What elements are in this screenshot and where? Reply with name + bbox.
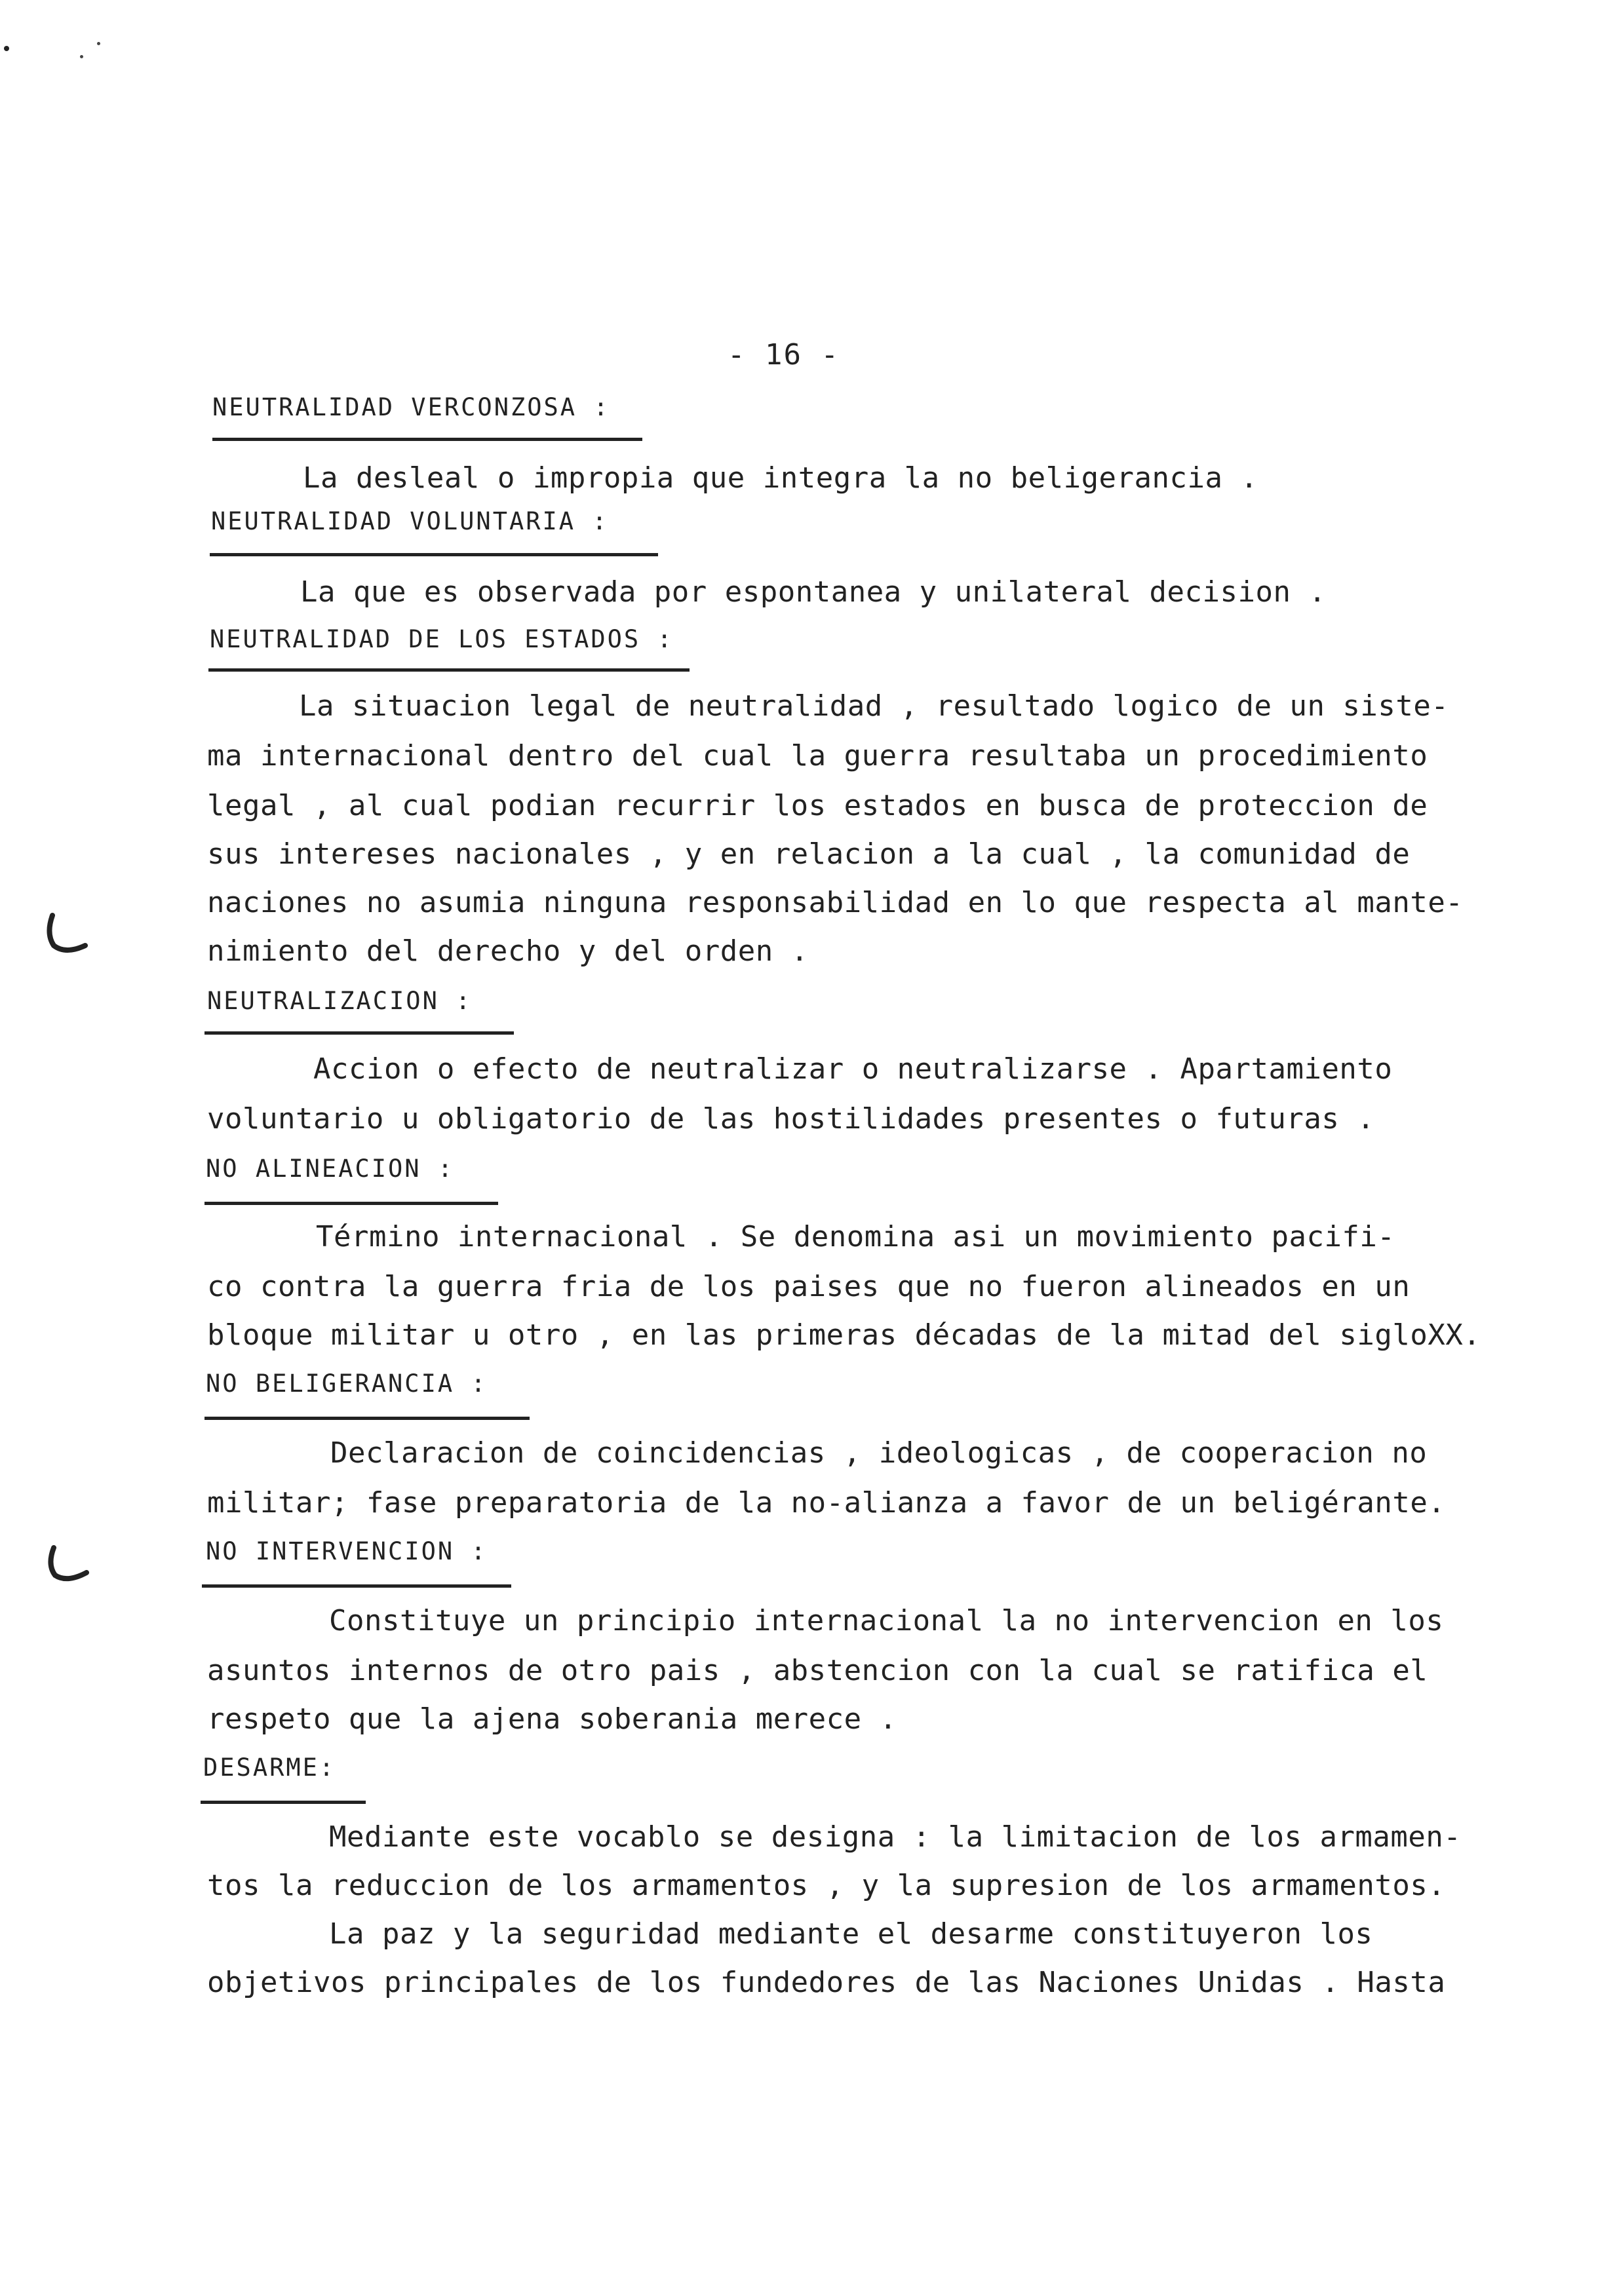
scan-dot [4,46,9,51]
entry-text: Accion o efecto de neutralizar o neutralizarse . Apartamiento [313,1052,1393,1086]
entry-text: respeto que la ajena soberania merece . [207,1702,897,1736]
entry-text: La situacion legal de neutralidad , resultado logico de un siste- [299,689,1449,723]
heading-underline [210,553,658,556]
entry-text: naciones no asumia ninguna responsabilidad en lo que respecta al mante- [207,886,1464,919]
entry-heading: DESARME: [203,1753,336,1782]
entry-heading: NO INTERVENCION : [206,1537,488,1565]
entry-heading: NO BELIGERANCIA : [206,1369,488,1398]
entry-text: objetivos principales de los fundedores de las Naciones Unidas . Hasta [207,1966,1446,1999]
entry-text: La desleal o impropia que integra la no beligerancia . [303,461,1258,495]
entry-text: nimiento del derecho y del orden . [207,934,809,968]
entry-heading: NEUTRALIDAD DE LOS ESTADOS : [210,625,674,653]
entry-heading: NEUTRALIDAD VERCONZOSA : [212,393,610,421]
entry-text: sus intereses nacionales , y en relacion a la cual , la comunidad de [207,837,1411,871]
entry-text: La paz y la seguridad mediante el desarme constituyeron los [329,1917,1373,1951]
entry-text: bloque militar u otro , en las primeras décadas de la mitad del sigloXX. [207,1318,1481,1352]
heading-underline [201,1801,366,1804]
entry-text: tos la reduccion de los armamentos , y la supresion de los armamentos. [207,1869,1446,1902]
page-number: - 16 - [728,338,840,372]
entry-text: legal , al cual podian recurrir los estados en busca de proteccion de [207,789,1428,822]
heading-underline [212,438,642,441]
entry-heading: NO ALINEACION : [206,1155,455,1183]
scan-dot [97,42,100,45]
entry-text: Mediante este vocablo se designa : la limitacion de los armamen- [329,1820,1462,1854]
heading-underline [204,1202,498,1205]
entry-text: Constituye un principio internacional la no intervencion en los [329,1604,1444,1637]
binder-hole-mark [39,1540,111,1592]
binder-hole-mark [39,908,111,960]
entry-text: ma internacional dentro del cual la guerra resultaba un procedimiento [207,739,1428,773]
entry-text: co contra la guerra fria de los paises que no fueron alineados en un [207,1270,1411,1303]
entry-text: asuntos internos de otro pais , abstencion con la cual se ratifica el [207,1654,1428,1687]
entry-text: Término internacional . Se denomina asi un movimiento pacifi- [316,1220,1395,1253]
entry-text: Declaracion de coincidencias , ideologicas , de cooperacion no [330,1436,1428,1470]
entry-heading: NEUTRALIZACION : [207,987,473,1015]
heading-underline [204,1417,530,1420]
entry-heading: NEUTRALIDAD VOLUNTARIA : [211,507,609,535]
entry-text: militar; fase preparatoria de la no-alianza a favor de un beligérante. [207,1486,1446,1520]
heading-underline [202,1584,511,1588]
heading-underline [204,1031,514,1035]
scan-dot [80,55,83,58]
heading-underline [208,668,690,672]
entry-text: La que es observada por espontanea y unilateral decision . [300,575,1327,609]
entry-text: voluntario u obligatorio de las hostilidades presentes o futuras . [207,1102,1375,1136]
